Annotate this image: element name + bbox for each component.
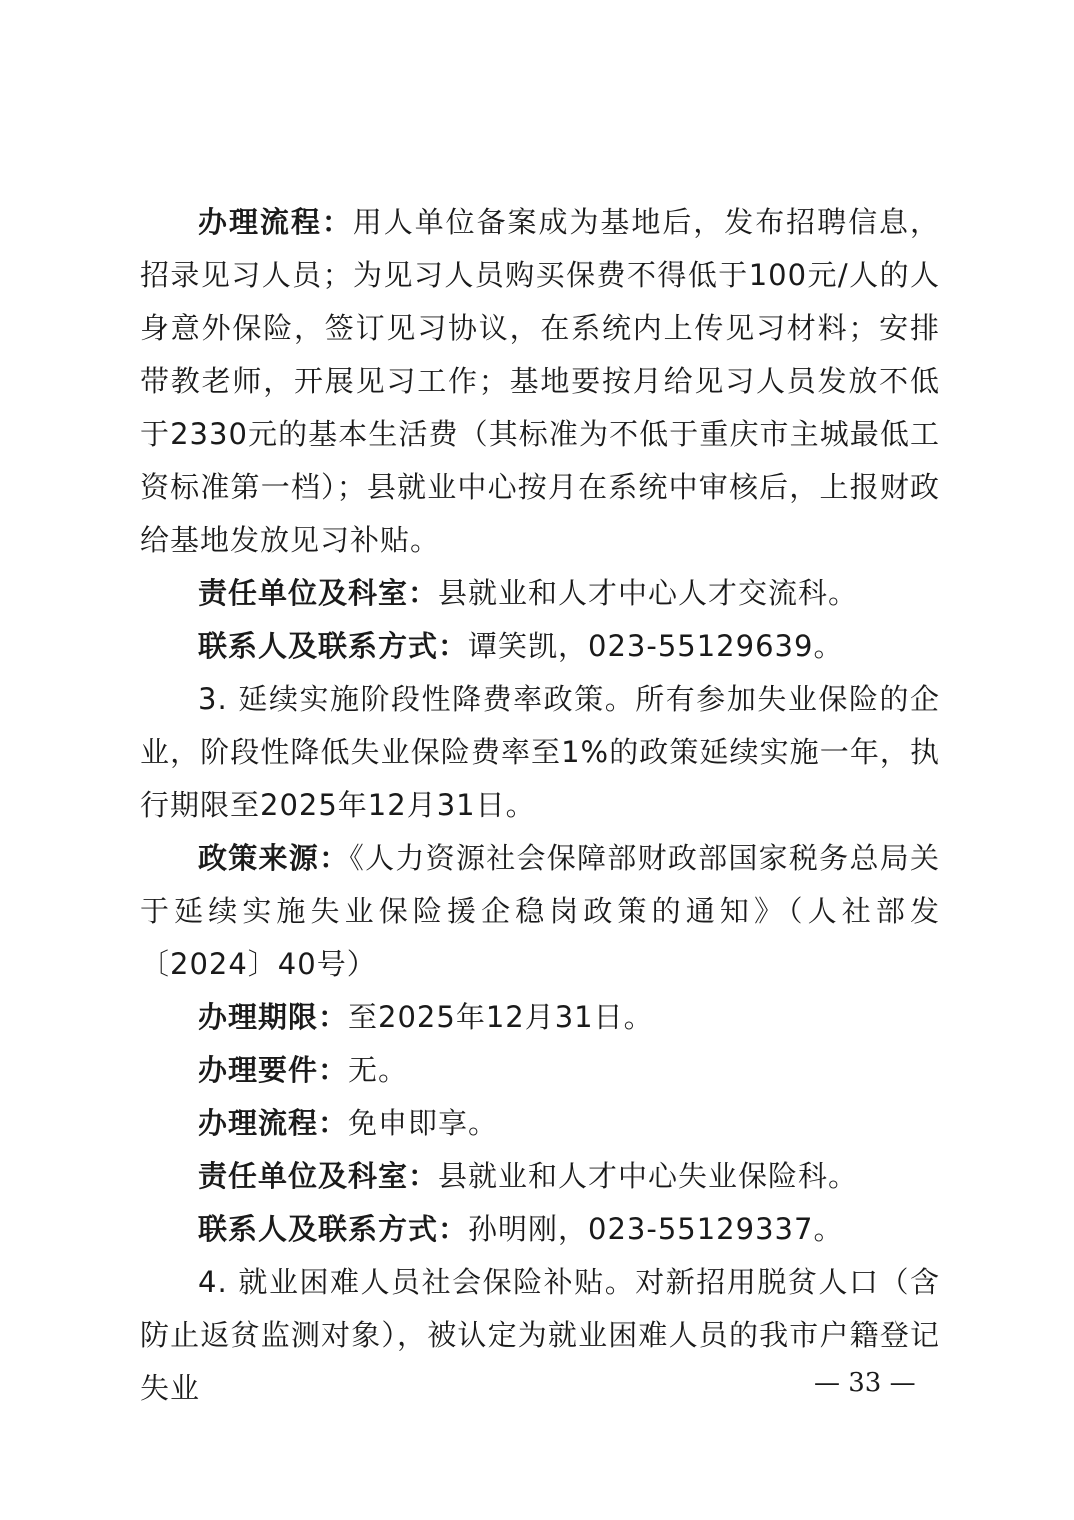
paragraph-text: 《人力资源社会保障部财政部国家税务总局关于延续实施失业保险援企稳岗政策的通知》（人社部发〔2024〕40号） [140, 841, 940, 981]
paragraph-text: 谭笑凯，023-55129639。 [468, 629, 844, 663]
paragraph-label: 联系人及联系方式： [198, 1212, 469, 1246]
paragraph-label: 办理期限： [198, 1000, 349, 1034]
paragraph-text: 县就业和人才中心人才交流科。 [438, 576, 859, 610]
paragraph-responsible-unit-2 [140, 1150, 940, 1203]
paragraph-label: 办理流程： [198, 1106, 349, 1140]
paragraph-responsible-unit [140, 567, 940, 620]
paragraph-text: 免申即享。 [348, 1106, 499, 1140]
paragraph-label: 政策来源： [198, 841, 350, 875]
paragraph-label: 办理流程： [198, 205, 353, 239]
paragraph-text: 县就业和人才中心失业保险科。 [438, 1159, 859, 1193]
paragraph-policy-source [140, 832, 940, 991]
paragraph-item-3 [140, 673, 940, 832]
paragraph-requirements [140, 1044, 940, 1097]
paragraph-label: 责任单位及科室： [198, 576, 439, 610]
document-body [140, 196, 940, 1415]
paragraph-label: 责任单位及科室： [198, 1159, 439, 1193]
paragraph-text: 4. 就业困难人员社会保险补贴。对新招用脱贫人口（含防止返贫监测对象），被认定为就业困难人员的我市户籍登记失业 [140, 1265, 940, 1405]
paragraph-label: 办理要件： [198, 1053, 349, 1087]
paragraph-contact-2 [140, 1203, 940, 1256]
paragraph-label: 联系人及联系方式： [198, 629, 469, 663]
paragraph-text: 至2025年12月31日。 [348, 1000, 654, 1034]
paragraph-procedure [140, 196, 940, 567]
paragraph-text: 用人单位备案成为基地后，发布招聘信息，招录见习人员；为见习人员购买保费不得低于100元/人的人身意外保险，签订见习协议，在系统内上传见习材料；安排带教老师，开展见习工作；基地要按月给见习人员发放不低于2330元的基本生活费（其标准为不低于重庆市主城最低工资标准第一档）；县就业中心按月在系统中审核后，上报财政给基地发放见习补贴。 [140, 205, 940, 557]
paragraph-deadline [140, 991, 940, 1044]
paragraph-procedure-2 [140, 1097, 940, 1150]
paragraph-text: 无。 [348, 1053, 409, 1087]
page-number: — 33 — [814, 1368, 916, 1398]
paragraph-text: 3. 延续实施阶段性降费率政策。所有参加失业保险的企业，阶段性降低失业保险费率至1%的政策延续实施一年，执行期限至2025年12月31日。 [140, 682, 940, 822]
paragraph-contact [140, 620, 940, 673]
paragraph-text: 孙明刚，023-55129337。 [468, 1212, 844, 1246]
